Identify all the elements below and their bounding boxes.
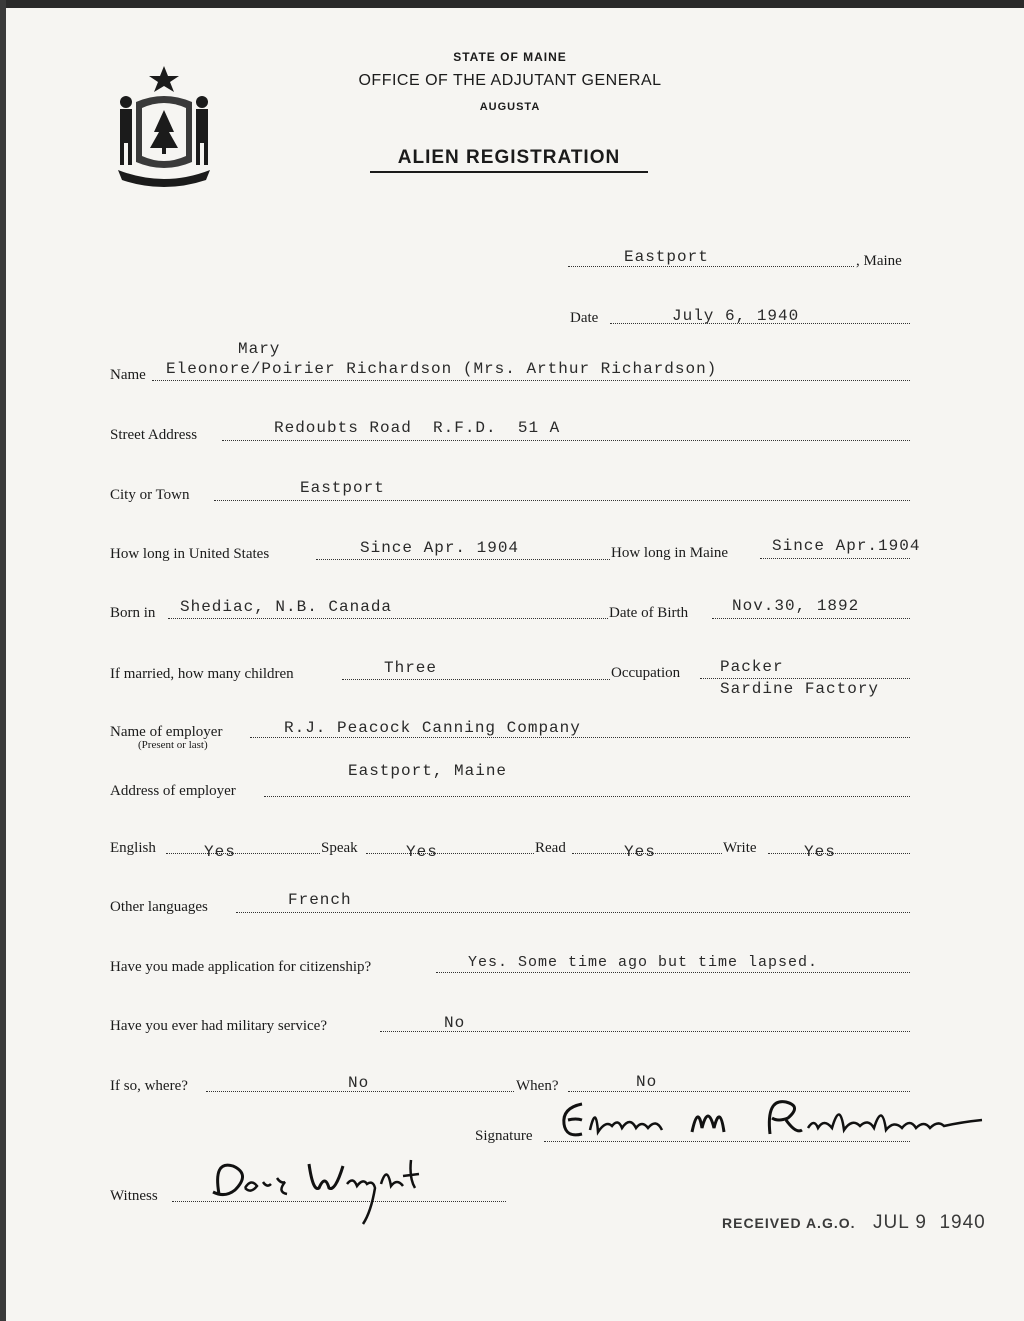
maine-time-line [760,558,910,559]
dob-line [712,618,910,619]
us-time-line [316,559,610,560]
city-line [214,500,910,501]
employer-address-label: Address of employer [110,783,236,799]
citizenship-value: Yes. Some time ago but time lapsed. [468,954,819,971]
witness-label: Witness [110,1188,158,1204]
maine-time-label: How long in Maine [611,545,729,561]
occupation-label: Occupation [611,665,681,681]
header-state: STATE OF MAINE [453,50,567,64]
military-value: No [444,1014,466,1032]
other-languages-label: Other languages [110,899,208,915]
employer-address-line [264,796,910,797]
speak-value: Yes [406,843,438,861]
us-time-value: Since Apr. 1904 [360,539,520,557]
scan-edge-left [0,0,6,1321]
street-label: Street Address [110,427,198,443]
military-label: Have you ever had military service? [110,1018,327,1034]
received-stamp-date: JUL 9 1940 [872,1212,986,1233]
where-value: No [348,1074,370,1092]
witness-handwriting [205,1148,435,1228]
write-label: Write [723,840,757,856]
when-value: No [636,1073,658,1091]
city-label: City or Town [110,487,190,503]
us-time-label: How long in United States [110,546,270,562]
street-value: Redoubts Road R.F.D. 51 A [274,419,561,437]
date-value: July 6, 1940 [672,307,800,325]
employer-value: R.J. Peacock Canning Company [284,719,581,737]
occupation-value-2: Sardine Factory [720,680,880,698]
received-stamp [722,1212,986,1234]
dob-value: Nov.30, 1892 [732,597,860,615]
speak-line [366,853,534,854]
speak-label: Speak [321,840,358,856]
place-value: Eastport [624,248,709,266]
children-line [342,679,610,680]
write-line [768,853,910,854]
dob-label: Date of Birth [609,605,689,621]
employer-line [250,737,910,738]
citizenship-line [436,972,910,973]
signature-handwriting [552,1090,992,1150]
date-label: Date [570,310,599,326]
employer-address-value: Eastport, Maine [348,762,508,780]
english-value: Yes [204,843,236,861]
street-line [222,440,910,441]
other-languages-line [236,912,910,913]
header-city: AUGUSTA [479,101,541,113]
citizenship-label: Have you made application for citizenship? [110,959,372,975]
place-line [568,266,854,267]
english-label: English [110,840,156,856]
name-value: Eleonore/Poirier Richardson (Mrs. Arthur Richardson) [166,360,718,378]
when-label: When? [516,1078,559,1094]
city-value: Eastport [300,479,385,497]
occupation-line [700,678,910,679]
english-line [166,853,320,854]
name-label: Name [110,367,146,383]
other-languages-value: French [288,891,352,909]
form-title: ALIEN REGISTRATION [370,147,648,173]
name-insert: Mary [238,340,281,358]
read-value: Yes [624,843,656,861]
employer-sublabel: (Present or last) [138,739,208,751]
received-stamp-text: RECEIVED A.G.O. [722,1215,856,1231]
occupation-value: Packer [720,658,784,676]
born-line [168,618,608,619]
children-value: Three [384,659,438,677]
header-office: OFFICE OF THE ADJUTANT GENERAL [358,72,662,89]
read-label: Read [535,840,566,856]
where-label: If so, where? [110,1078,188,1094]
name-line [152,380,910,381]
born-value: Shediac, N.B. Canada [180,598,393,616]
state-seal-icon [108,62,220,192]
maine-time-value: Since Apr.1904 [772,537,921,555]
place-suffix: , Maine [856,253,902,269]
write-value: Yes [804,843,836,861]
born-label: Born in [110,605,156,621]
scan-edge-top [0,0,1024,8]
children-label: If married, how many children [110,666,294,682]
employer-label: Name of employer [110,724,223,740]
signature-label: Signature [475,1128,533,1144]
